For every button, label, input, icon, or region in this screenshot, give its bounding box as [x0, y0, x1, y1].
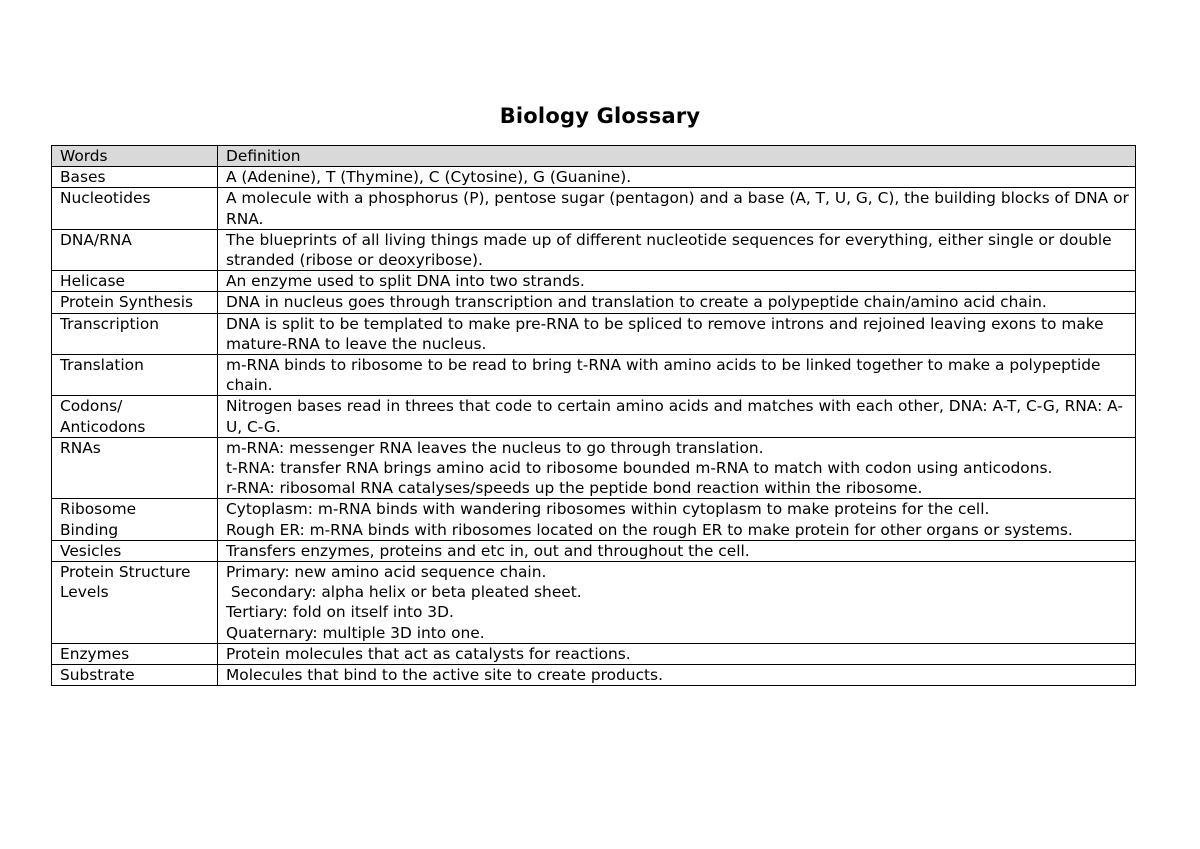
definition-text: Primary: new amino acid sequence chain. — [226, 563, 547, 582]
term-cell — [52, 188, 218, 229]
definition-text: DNA in nucleus goes through transcription and translation to create a polypeptide chain/amino acid chain. — [226, 293, 1047, 312]
term-text: Substrate — [60, 666, 135, 685]
definition-text: A molecule with a phosphorus (P), pentose sugar (pentagon) and a base (A, T, U, G, C), the building blocks of DNA or RNA. — [226, 189, 1134, 228]
term-cell — [52, 355, 218, 396]
column-header-definition: Definition — [218, 146, 1136, 167]
definition-text: An enzyme used to split DNA into two strands. — [226, 272, 585, 291]
term-cell — [52, 665, 218, 686]
term-text: Nucleotides — [60, 189, 151, 208]
term-cell — [52, 271, 218, 292]
term-text: Translation — [60, 356, 144, 375]
term-text: Helicase — [60, 272, 125, 291]
definition-text: Protein molecules that act as catalysts for reactions. — [226, 644, 631, 663]
term-text: Enzymes — [60, 644, 130, 663]
column-header-words: Words — [52, 146, 218, 167]
definition-text: DNA is split to be templated to make pre-RNA to be spliced to remove introns and rejoined leaving exons to make mature-RNA to leave the nucleus. — [226, 314, 1109, 353]
definition-text: Secondary: alpha helix or beta pleated sheet. — [226, 583, 582, 602]
term-text: Anticodons — [60, 417, 146, 436]
definition-cell — [218, 167, 1136, 188]
table-row — [52, 313, 1136, 354]
definition-cell — [218, 562, 1136, 644]
definition-text: Transfers enzymes, proteins and etc in, out and throughout the cell. — [226, 541, 750, 560]
term-cell — [52, 499, 218, 540]
definition-cell — [218, 540, 1136, 561]
definition-cell — [218, 188, 1136, 229]
table-row — [52, 437, 1136, 499]
term-text: Transcription — [60, 314, 159, 333]
definition-text: A (Adenine), T (Thymine), C (Cytosine), G (Guanine). — [226, 168, 632, 187]
definition-cell — [218, 313, 1136, 354]
definition-cell — [218, 665, 1136, 686]
definition-text: Tertiary: fold on itself into 3D. — [226, 603, 454, 622]
table-row — [52, 665, 1136, 686]
term-cell — [52, 437, 218, 499]
table-row — [52, 499, 1136, 540]
term-text: Codons/ — [60, 397, 123, 416]
term-cell — [52, 540, 218, 561]
definition-cell — [218, 292, 1136, 313]
term-text: Ribosome — [60, 500, 137, 519]
definition-text: m-RNA: messenger RNA leaves the nucleus to go through translation. — [226, 438, 764, 457]
definition-cell — [218, 499, 1136, 540]
term-cell — [52, 313, 218, 354]
term-cell — [52, 396, 218, 437]
definition-cell — [218, 643, 1136, 664]
table-row — [52, 396, 1136, 437]
table-row — [52, 188, 1136, 229]
glossary-table — [51, 145, 1136, 686]
definition-text: Quaternary: multiple 3D into one. — [226, 623, 485, 642]
definition-text: Cytoplasm: m-RNA binds with wandering ribosomes within cytoplasm to make proteins for the cell. — [226, 500, 990, 519]
definition-text: Molecules that bind to the active site to create products. — [226, 666, 663, 685]
term-cell — [52, 562, 218, 644]
table-row — [52, 643, 1136, 664]
definition-text: Rough ER: m-RNA binds with ribosomes located on the rough ER to make protein for other organs or systems. — [226, 520, 1073, 539]
table-row — [52, 292, 1136, 313]
term-text: Bases — [60, 168, 106, 187]
term-text: Protein Synthesis — [60, 293, 194, 312]
glossary-table-body — [52, 146, 1136, 686]
term-text: Vesicles — [60, 541, 122, 560]
term-text: Binding — [60, 520, 119, 539]
definition-cell — [218, 437, 1136, 499]
term-text: Levels — [60, 583, 109, 602]
term-cell — [52, 643, 218, 664]
definition-cell — [218, 355, 1136, 396]
term-cell — [52, 167, 218, 188]
term-cell — [52, 292, 218, 313]
definition-text: Nitrogen bases read in threes that code to certain amino acids and matches with each other, DNA: A-T, C-G, RNA: A-U, C-G. — [226, 397, 1123, 436]
definition-text: r-RNA: ribosomal RNA catalyses/speeds up the peptide bond reaction within the ribosome. — [226, 479, 923, 498]
table-row — [52, 355, 1136, 396]
term-text: DNA/RNA — [60, 230, 132, 249]
term-cell — [52, 229, 218, 270]
definition-text: m-RNA binds to ribosome to be read to bring t-RNA with amino acids to be linked together to make a polypeptide chain. — [226, 356, 1106, 395]
definition-cell — [218, 229, 1136, 270]
definition-cell — [218, 271, 1136, 292]
term-text: RNAs — [60, 438, 101, 457]
table-header-row — [52, 146, 1136, 167]
definition-text: t-RNA: transfer RNA brings amino acid to ribosome bounded m-RNA to match with codon using anticodons. — [226, 459, 1053, 478]
table-row — [52, 229, 1136, 270]
term-text: Protein Structure — [60, 563, 191, 582]
definition-cell — [218, 396, 1136, 437]
table-row — [52, 562, 1136, 644]
table-row — [52, 167, 1136, 188]
definition-text: The blueprints of all living things made up of different nucleotide sequences for everything, either single or double stranded (ribose or deoxyribose). — [226, 230, 1117, 270]
document-title: Biology Glossary — [499, 104, 701, 128]
table-row — [52, 271, 1136, 292]
table-row — [52, 540, 1136, 561]
